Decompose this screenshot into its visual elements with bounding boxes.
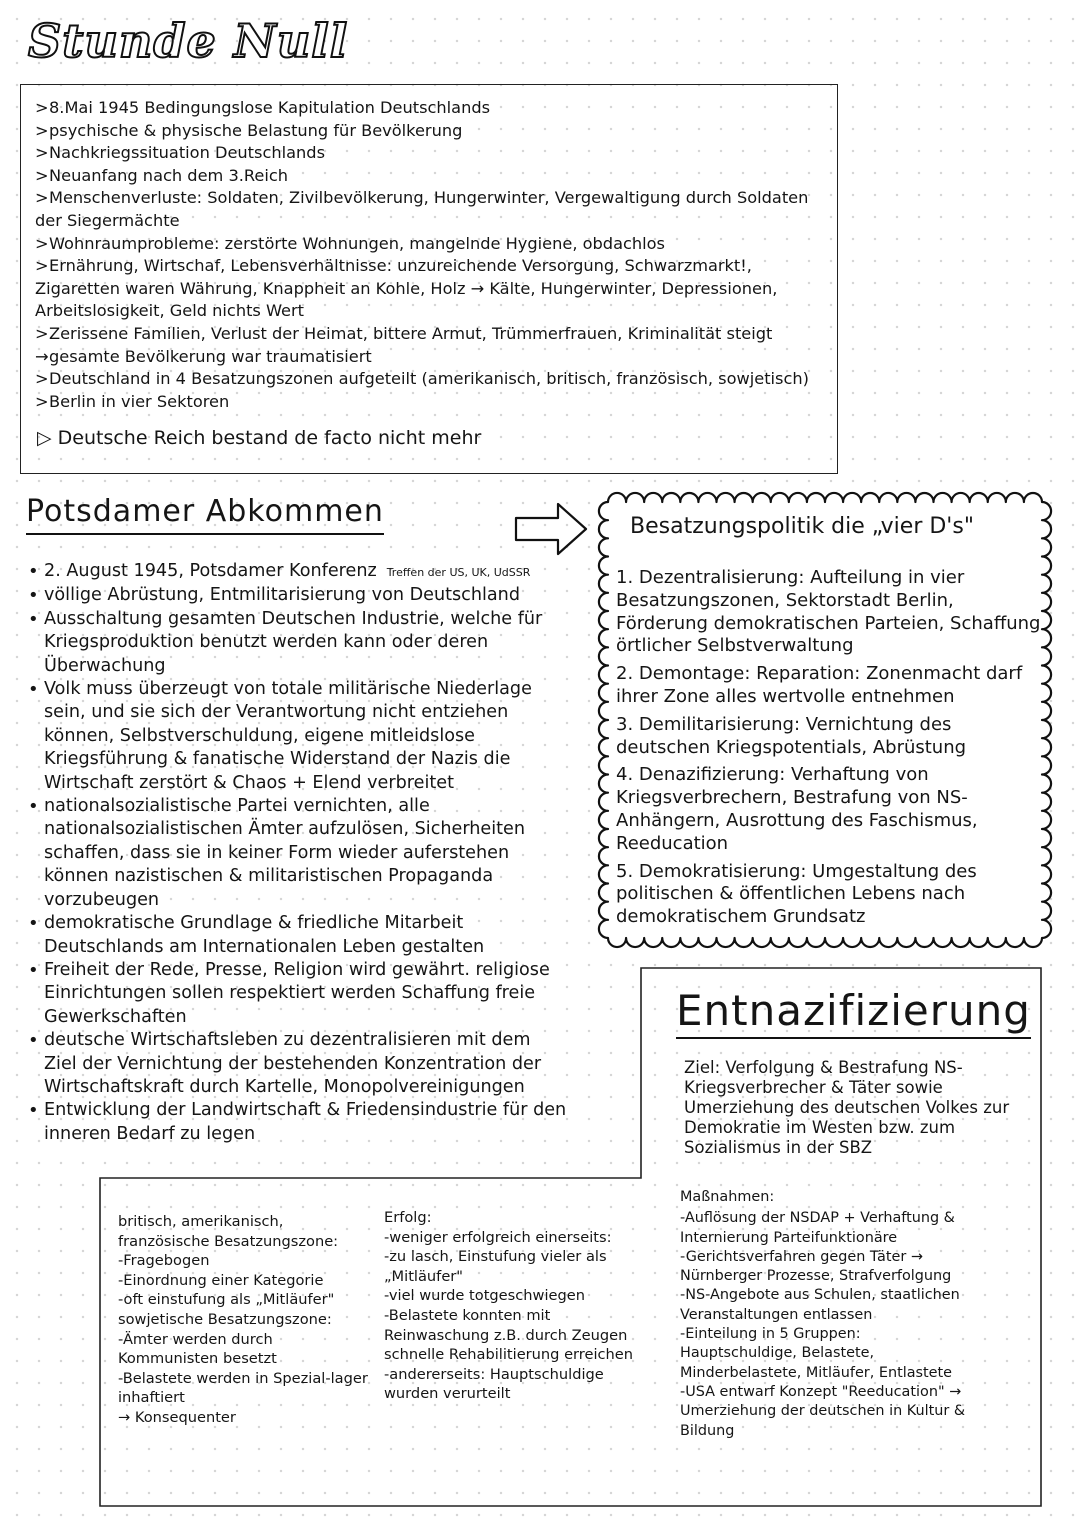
list-item: 3. Demilitarisierung: Vernichtung des deutschen Kriegspotentials, Abrüstung xyxy=(616,713,967,758)
list-item: >Deutschland in 4 Besatzungszonen aufgeteilt (amerikanisch, britisch, französisch, sowjetisch) xyxy=(35,369,809,389)
east-zone-conclusion: → Konsequenter xyxy=(118,1408,236,1426)
list-item: • völlige Abrüstung, Entmilitarisierung von Deutschland xyxy=(28,584,568,607)
east-zone-label: sowjetische Besatzungszone: xyxy=(118,1310,332,1328)
list-item: >Zerissene Familien, Verlust der Heimat, bittere Armut, Trümmerfrauen, Kriminalität steigt xyxy=(35,323,773,343)
vier-d-panel xyxy=(616,514,1046,934)
page-title: Stunde Null xyxy=(28,14,349,68)
list-item: 2. Demontage: Reparation: Zonenmacht darf ihrer Zone alles wertvolle entnehmen xyxy=(616,663,1023,707)
massnahmen-block xyxy=(680,1188,980,1441)
list-item: -weniger erfolgreich einerseits: xyxy=(384,1228,612,1246)
list-item: -Gerichtsverfahren gegen Täter → Nürnberger Prozesse, Strafverfolgung xyxy=(680,1248,952,1285)
list-item: >Nachkriegssituation Deutschlands xyxy=(35,143,326,163)
list-item: →gesamte Bevölkerung war traumatisiert xyxy=(35,346,372,366)
potsdam-list xyxy=(28,560,568,1146)
list-item: -Belastete konnten mit Reinwaschung z.B. durch Zeugen schnelle Rehabilitierung erreichen xyxy=(384,1306,634,1364)
list-item: • nationalsozialistische Partei vernichten, alle nationalsozialistischen Ämter aufzulösen, Sicherheiten schaffen, dass sie in keiner Form wieder auferstehen können nazistischen & militaristischen Propaganda vorzubeugen xyxy=(28,795,568,912)
list-item: >Wohnraumprobleme: zerstörte Wohnungen, mangelnde Hygiene, obdachlos xyxy=(35,233,665,253)
list-item: -viel wurde totgeschwiegen xyxy=(384,1287,585,1305)
erfolg-block xyxy=(384,1208,654,1404)
erfolg-label: Erfolg: xyxy=(384,1209,432,1226)
list-item: -Fragebogen xyxy=(118,1252,210,1270)
list-item: >Berlin in vier Sektoren xyxy=(35,391,230,411)
list-item: • Volk muss überzeugt von totale militärische Niederlage sein, und sie sich der Verantwortung nicht entziehen können, Selbstverschuldung, eigene mitleidslose Kriegsführung & fanatische Widerstand der Nazis die Wirtschaft zerstört & Chaos + Elend verbreitet xyxy=(28,678,568,795)
zones-block xyxy=(118,1212,368,1428)
list-item: • Entwicklung der Landwirtschaft & Friedensindustrie für den inneren Bedarf zu legen xyxy=(28,1099,568,1146)
list-item: • Ausschaltung gesamten Deutschen Industrie, welche für Kriegsproduktion benutzt werden kann oder deren Überwachung xyxy=(28,608,568,678)
list-item: • Freiheit der Rede, Presse, Religion wird gewährt. religiose Einrichtungen sollen respektiert werden Schaffung freie Gewerkschaften xyxy=(28,959,568,1029)
list-item: -Belastete werden in Spezial-lager inhaftiert xyxy=(118,1369,368,1407)
list-item: • demokratische Grundlage & friedliche Mitarbeit Deutschlands am Internationalen Leben gestalten xyxy=(28,912,568,959)
vier-d-heading: Besatzungspolitik die „vier D's" xyxy=(630,514,974,539)
list-item: >Neuanfang nach dem 3.Reich xyxy=(35,165,289,185)
list-item: -Einordnung einer Kategorie xyxy=(118,1271,324,1289)
arrow-right-icon xyxy=(512,500,590,558)
list-item: >Menschenverluste: Soldaten, Zivilbevölkerung, Hungerwinter, Vergewaltigung durch Soldaten der Siegermächte xyxy=(35,188,809,230)
list-item: -andererseits: Hauptschuldige wurden verurteilt xyxy=(384,1365,604,1403)
list-item: -oft einstufung als „Mitläufer" xyxy=(118,1291,335,1309)
list-item: -USA entwarf Konzept "Reeducation" → Umerziehung der deutschen in Kultur & Bildung xyxy=(680,1383,966,1439)
entnazifizierung-ziel: Ziel: Verfolgung & Bestrafung NS-Kriegsverbrecher & Täter sowie Umerziehung des deutschen Volkes zur Demokratie im Westen bzw. zum Sozialismus in der SBZ xyxy=(684,1058,1010,1157)
list-item: -NS-Angebote aus Schulen, staatlichen Veranstaltungen entlassen xyxy=(680,1287,960,1323)
intro-box xyxy=(20,84,838,474)
list-item: -zu lasch, Einstufung vieler als „Mitläufer" xyxy=(384,1248,607,1285)
entnazifizierung-heading: Entnazifizierung xyxy=(676,986,1031,1039)
potsdam-heading: Potsdamer Abkommen xyxy=(26,494,384,535)
intro-list xyxy=(21,85,837,413)
list-item: -Ämter werden durch Kommunisten besetzt xyxy=(118,1330,277,1368)
list-item: 4. Denazifizierung: Verhaftung von Kriegsverbrechern, Bestrafung von NS-Anhängern, Ausrottung des Faschismus, Reeducation xyxy=(616,764,978,854)
list-item: -Einteilung in 5 Gruppen: Hauptschuldige, Belastete, Minderbelastete, Mitläufer, Entlastete xyxy=(680,1326,953,1381)
list-item: 1. Dezentralisierung: Aufteilung in vier Besatzungszonen, Sektorstadt Berlin, Förderung demokratischen Parteien, Schaffung örtlicher Selbstverwaltung xyxy=(616,567,1041,657)
list-item: >psychische & physische Belastung für Bevölkerung xyxy=(35,120,463,140)
massnahmen-label: Maßnahmen: xyxy=(680,1189,775,1205)
list-item: -Auflösung der NSDAP + Verhaftung & Internierung Parteifunktionäre xyxy=(680,1210,955,1246)
vier-d-list xyxy=(616,567,1046,929)
list-item: >8.Mai 1945 Bedingungslose Kapitulation Deutschlands xyxy=(35,98,491,117)
intro-conclusion: ▷ Deutsche Reich bestand de facto nicht mehr xyxy=(37,427,482,449)
list-item: • 2. August 1945, Potsdamer Konferenz Treffen der US, UK, UdSSR xyxy=(28,560,568,584)
list-item: • deutsche Wirtschaftsleben zu dezentralisieren mit dem Ziel der Vernichtung der bestehenden Konzentration der Wirtschaftskraft durch Kartelle, Monopolvereinigungen xyxy=(28,1029,568,1099)
list-item: 5. Demokratisierung: Umgestaltung des politischen & öffentlichen Lebens nach demokratischem Grundsatz xyxy=(616,860,977,928)
west-zone-label: britisch, amerikanisch, französische Besatzungszone: xyxy=(118,1213,339,1250)
list-item: >Ernährung, Wirtschaf, Lebensverhältnisse: unzureichende Versorgung, Schwarzmarkt!, Zigaretten waren Währung, Knappheit an Kohle, Holz → Kälte, Hungerwinter, Depressionen, Arbeitslosigkeit, Geld nichts Wert xyxy=(35,256,778,321)
